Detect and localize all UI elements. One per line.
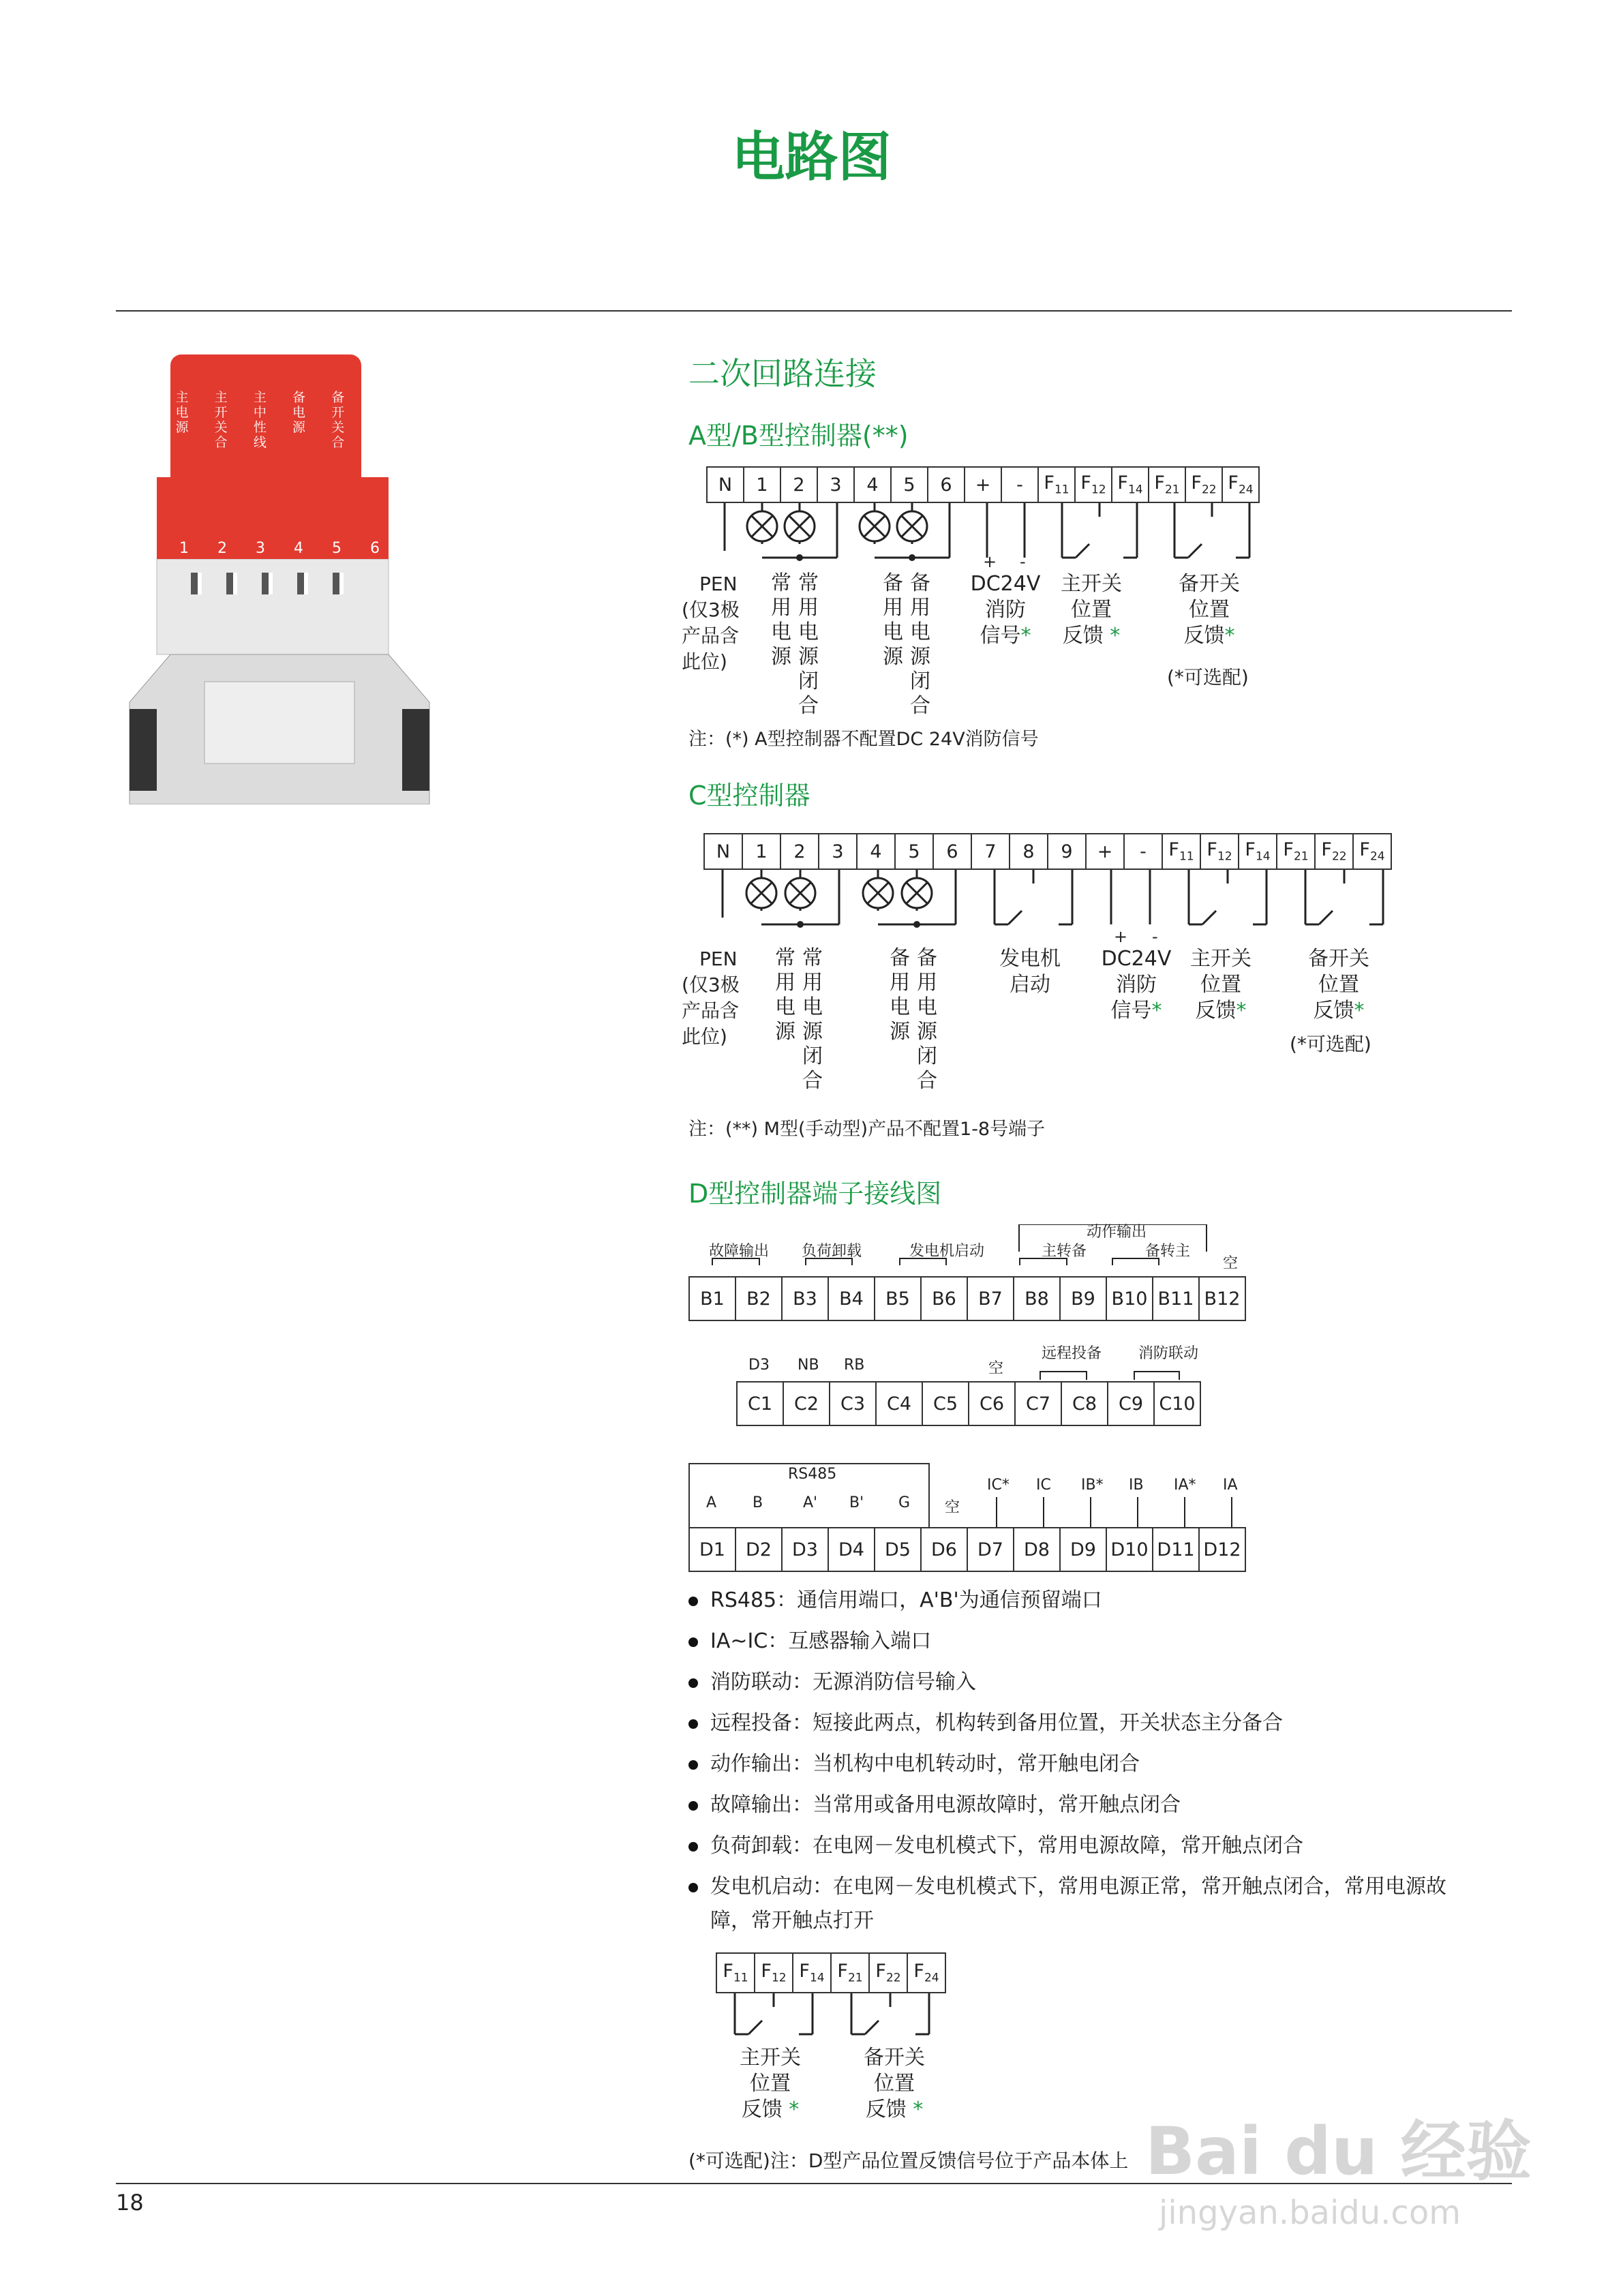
terminal: D2 <box>735 1528 782 1571</box>
bullet-item <box>688 1747 1140 1777</box>
c-col3: 备用电源 <box>890 946 910 1044</box>
d-ia-label: IA <box>1223 1477 1238 1494</box>
label-line: 备开关 <box>1308 947 1369 971</box>
bullet-text: IA~IC：互感器输入端口 <box>710 1629 932 1653</box>
d-row-d <box>688 1527 1246 1572</box>
star-mark: * <box>913 2098 924 2121</box>
terminal: D6 <box>921 1528 967 1571</box>
b-b2m-label: 备转主 <box>1145 1243 1191 1260</box>
terminal: C4 <box>876 1382 922 1425</box>
terminal: D1 <box>689 1528 735 1571</box>
b-fault-label: 故障输出 <box>709 1243 770 1260</box>
photo-number: 4 <box>294 540 303 557</box>
ab-fire-label <box>968 571 1043 649</box>
bullet-text: 负荷卸载：在电网－发电机模式下，常用电源故障，常开触点闭合 <box>710 1834 1303 1858</box>
terminal: B12 <box>1199 1277 1245 1320</box>
bullet-item <box>688 1869 1446 1899</box>
c-col1: 常用电源 <box>775 946 795 1044</box>
c-fire-label-d: 消防联动 <box>1138 1345 1199 1362</box>
terminal: B1 <box>689 1277 735 1320</box>
c-d3-label: D3 <box>748 1357 770 1374</box>
photo-number: 3 <box>256 540 265 557</box>
watermark-url: jingyan.baidu.com <box>1159 2194 1461 2232</box>
terminal: C7 <box>1015 1382 1061 1425</box>
terminal: B8 <box>1014 1277 1060 1320</box>
terminal: 5 <box>891 467 928 502</box>
page-number: 18 <box>116 2190 144 2216</box>
ab-terminal-strip: N 1 2 3 4 5 6 + - $F_{11}$ $F_{12}$ $F_{14}$ $F_{21}$ $F_{22}$ $F_{24}$ <box>706 466 1260 503</box>
photo-labels <box>174 390 385 450</box>
ab-col1: 常用电源 <box>771 571 791 669</box>
bottom-backup-fb-label <box>853 2045 935 2123</box>
bullet-text: 远程投备：短接此两点，机构转到备用位置，开关状态主分备合 <box>710 1711 1283 1735</box>
photo-label: 备中性线 <box>370 390 384 450</box>
terminal: 5 <box>895 834 933 869</box>
star-mark: * <box>1354 999 1365 1023</box>
star-mark: * <box>1236 999 1247 1023</box>
terminal: B5 <box>875 1277 921 1320</box>
ab-heading: A型/B型控制器(**) <box>688 421 909 451</box>
d-heading: D型控制器端子接线图 <box>688 1179 942 1209</box>
label-line: DC24V <box>1101 947 1172 971</box>
bullet-item <box>688 1665 976 1695</box>
terminal: 3 <box>819 834 857 869</box>
d-ib-s-label: IB* <box>1081 1477 1104 1494</box>
photo-number: 6 <box>370 540 380 557</box>
terminal: B9 <box>1060 1277 1106 1320</box>
d-ic-label: IC <box>1036 1477 1051 1494</box>
c-note: 注：(**) M型(手动型)产品不配置1-8号端子 <box>688 1119 1046 1140</box>
d-rs485-label: RS485 <box>788 1466 837 1483</box>
terminal: 9 <box>1048 834 1086 869</box>
label-line: 位置 <box>874 2072 915 2096</box>
label-line: 位置 <box>1200 973 1241 997</box>
photo-label: 主中性线 <box>253 390 267 450</box>
photo-label: 备电源 <box>292 390 306 435</box>
terminal: D12 <box>1199 1528 1245 1571</box>
b-load-label: 负荷卸载 <box>802 1243 862 1260</box>
pen-line: (仅3极 <box>682 973 740 996</box>
ab-note: 注：(*) A型控制器不配置DC 24V消防信号 <box>688 729 1039 750</box>
terminal: D5 <box>875 1528 921 1571</box>
d-b2-label: B' <box>849 1494 864 1511</box>
pen-line: 此位) <box>682 650 727 673</box>
d-row-b <box>688 1276 1246 1321</box>
c-terminal-strip: N 1 2 3 4 5 6 7 8 9 + - $F_{11}$ $F_{12}$ $F_{14}$ $F_{21}$ $F_{22}$ $F_{24}$ <box>703 833 1392 870</box>
section-heading: 二次回路连接 <box>688 355 877 392</box>
terminal: 4 <box>854 467 891 502</box>
ab-backup-fb-label <box>1168 571 1250 649</box>
c-minus: - <box>1152 927 1158 946</box>
b-gen-label: 发电机启动 <box>909 1243 985 1260</box>
c-col4: 备用电源闭合 <box>917 946 937 1093</box>
d-ia-s-label: IA* <box>1174 1477 1196 1494</box>
label-line: 位置 <box>1318 973 1359 997</box>
c-empty-label: 空 <box>988 1360 1004 1377</box>
bullet-text: RS485：通信用端口，A'B'为通信预留端口 <box>710 1588 1102 1612</box>
photo-number: 1 <box>179 540 189 557</box>
bullet-text: 消防联动：无源消防信号输入 <box>710 1670 976 1694</box>
b-m2b-label: 主转备 <box>1042 1243 1087 1260</box>
star-mark: * <box>1224 624 1235 648</box>
pen-line: PEN <box>699 573 738 595</box>
pen-line: 此位) <box>682 1025 727 1048</box>
bullet-item <box>688 1706 1283 1736</box>
label-line: 主开关 <box>1061 572 1122 596</box>
bullet-item <box>688 1583 1102 1613</box>
ab-main-fb-label <box>1054 571 1129 649</box>
bullet-text: 发电机启动：在电网－发电机模式下，常用电源正常，常开触点闭合，常用电源故 <box>710 1875 1446 1899</box>
star-mark: * <box>1020 624 1031 648</box>
terminal: C9 <box>1108 1382 1154 1425</box>
terminal: N <box>707 467 744 502</box>
b-action-label: 动作输出 <box>1087 1224 1147 1241</box>
bullet-item <box>688 1787 1181 1817</box>
page-title: 电路图 <box>731 127 892 188</box>
bullet-text: 故障输出：当常用或备用电源故障时，常开触点闭合 <box>710 1793 1181 1817</box>
c-wiring <box>703 870 1399 938</box>
terminal: D4 <box>828 1528 875 1571</box>
c-nb-label: NB <box>798 1357 819 1374</box>
top-divider <box>116 310 1512 312</box>
terminal: C8 <box>1061 1382 1108 1425</box>
d-empty-label: 空 <box>945 1499 960 1516</box>
label-line: 主开关 <box>740 2046 801 2070</box>
d-ic-s-label: IC* <box>987 1477 1010 1494</box>
terminal: C6 <box>969 1382 1015 1425</box>
label-line: 信号 <box>1110 999 1152 1023</box>
c-backup-fb-label <box>1298 946 1380 1024</box>
terminal: - <box>1124 834 1162 869</box>
bullet-continuation: 障，常开触点打开 <box>710 1909 874 1933</box>
bullet-item <box>688 1624 931 1654</box>
photo-label: 备开关合 <box>331 390 345 450</box>
terminal: C3 <box>830 1382 876 1425</box>
watermark-brand: Bai du 经验 <box>1145 2113 1532 2190</box>
d-a-label: A <box>706 1494 717 1511</box>
terminal: 2 <box>780 467 817 502</box>
bottom-note: (*可选配)注：D型产品位置反馈信号位于产品本体上 <box>688 2149 1129 2172</box>
b-empty-label: 空 <box>1223 1255 1239 1272</box>
terminal: B4 <box>828 1277 875 1320</box>
photo-label: 主电源 <box>175 390 189 435</box>
terminal: C2 <box>783 1382 830 1425</box>
c-col2: 常用电源闭合 <box>802 946 823 1093</box>
bottom-wiring <box>716 1993 961 2048</box>
label-line: 消防 <box>1116 973 1157 997</box>
ab-plus: + <box>983 552 997 571</box>
terminal: 1 <box>744 467 780 502</box>
terminal: 3 <box>817 467 854 502</box>
d-ticks <box>688 1497 1261 1527</box>
terminal: 4 <box>857 834 895 869</box>
label-line: 备开关 <box>1179 572 1240 596</box>
c-fire-label <box>1099 946 1174 1024</box>
label-line: DC24V <box>970 572 1041 596</box>
label-line: 主开关 <box>1190 947 1252 971</box>
ab-col3: 备用电源 <box>883 571 903 669</box>
terminal: 1 <box>742 834 780 869</box>
pen-line: PEN <box>699 948 738 970</box>
terminal: 8 <box>1010 834 1048 869</box>
ab-optional: (*可选配) <box>1167 666 1249 689</box>
terminal: C5 <box>922 1382 969 1425</box>
ab-minus: - <box>1020 552 1026 571</box>
label-line: 消防 <box>985 598 1026 622</box>
pen-line: 产品含 <box>682 624 740 647</box>
bullet-item <box>688 1828 1303 1858</box>
bottom-main-fb-label <box>729 2045 811 2123</box>
terminal: D9 <box>1060 1528 1106 1571</box>
label-line: 反馈 <box>1062 624 1104 648</box>
terminal: 6 <box>933 834 971 869</box>
terminal: D11 <box>1153 1528 1199 1571</box>
star-mark: * <box>789 2098 800 2121</box>
ab-pen-label <box>682 571 740 675</box>
label-line: 备开关 <box>864 2046 925 2070</box>
label-line: 反馈 <box>741 2098 783 2121</box>
terminal: N <box>704 834 742 869</box>
label-line: 反馈 <box>1313 999 1354 1023</box>
terminal: B6 <box>921 1277 967 1320</box>
c-pen-label <box>682 946 740 1050</box>
label-line: 启动 <box>1010 973 1050 997</box>
label-line: 反馈 <box>1195 999 1237 1023</box>
label-line: 位置 <box>1071 598 1112 622</box>
label-line: 反馈 <box>865 2098 907 2121</box>
terminal: B3 <box>782 1277 828 1320</box>
bullet-text: 动作输出：当机构中电机转动时，常开触电闭合 <box>710 1752 1140 1776</box>
c-main-fb-label <box>1183 946 1258 1024</box>
terminal: 2 <box>780 834 819 869</box>
terminal: + <box>1086 834 1124 869</box>
pen-line: 产品含 <box>682 999 740 1022</box>
d-g-label: G <box>898 1494 911 1511</box>
terminal: B10 <box>1106 1277 1153 1320</box>
star-mark: * <box>1151 999 1162 1023</box>
c-remote-label: 远程投备 <box>1042 1345 1102 1362</box>
terminal: D8 <box>1014 1528 1060 1571</box>
terminal: C1 <box>737 1382 783 1425</box>
d-b-label: B <box>753 1494 763 1511</box>
bottom-terminal-strip: $F_{11}$ $F_{12}$ $F_{14}$ $F_{21}$ $F_{22}$ $F_{24}$ <box>716 1952 946 1993</box>
d-c-brackets <box>736 1361 1227 1381</box>
ab-col4: 备用电源闭合 <box>910 571 930 718</box>
photo-number: 5 <box>332 540 342 557</box>
label-line: 位置 <box>1189 598 1230 622</box>
terminal: D10 <box>1106 1528 1153 1571</box>
label-line: 信号 <box>980 624 1021 648</box>
terminal: 6 <box>928 467 965 502</box>
terminal: 7 <box>971 834 1010 869</box>
terminal: D3 <box>782 1528 828 1571</box>
terminal: C10 <box>1154 1382 1200 1425</box>
label-line: 发电机 <box>999 947 1061 971</box>
ab-col2: 常用电源闭合 <box>798 571 819 718</box>
terminal: D7 <box>967 1528 1014 1571</box>
photo-number: 2 <box>217 540 227 557</box>
terminal: B2 <box>735 1277 782 1320</box>
terminal: B7 <box>967 1277 1014 1320</box>
label-line: 位置 <box>750 2072 791 2096</box>
c-optional: (*可选配) <box>1290 1033 1371 1055</box>
terminal: B11 <box>1153 1277 1199 1320</box>
c-heading: C型控制器 <box>688 781 810 811</box>
pen-line: (仅3极 <box>682 599 740 621</box>
d-a2-label: A' <box>803 1494 818 1511</box>
star-mark: * <box>1110 624 1121 648</box>
terminal: - <box>1001 467 1038 502</box>
d-row-c <box>736 1381 1201 1426</box>
c-plus: + <box>1114 927 1128 946</box>
label-line: 反馈 <box>1183 624 1225 648</box>
d-ib-label: IB <box>1129 1477 1144 1494</box>
photo-numbers <box>170 540 389 557</box>
photo-label: 主开关合 <box>214 390 228 450</box>
terminal: + <box>965 467 1001 502</box>
c-gen-label <box>992 946 1067 998</box>
c-rb-label: RB <box>844 1357 865 1374</box>
